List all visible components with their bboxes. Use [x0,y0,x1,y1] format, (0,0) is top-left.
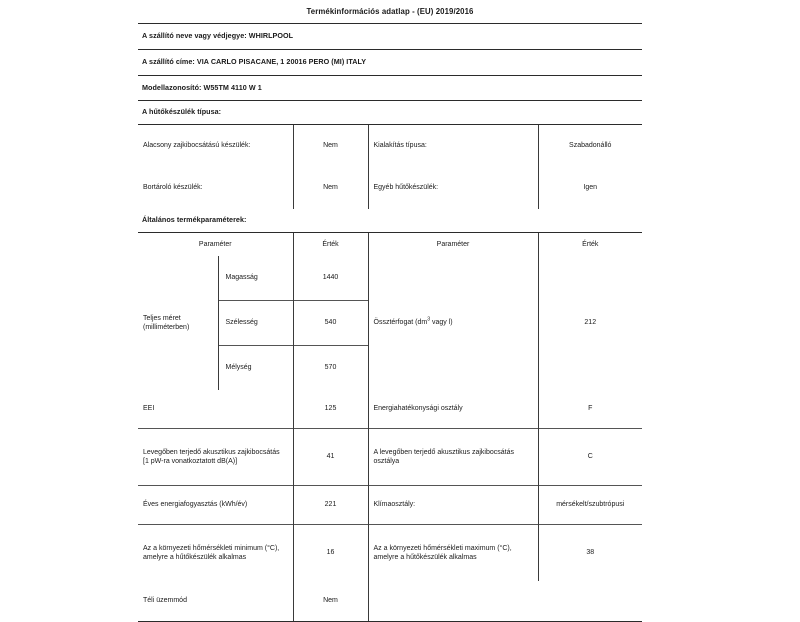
low-noise-appliance-label: Alacsony zajkibocsátású készülék: [138,124,293,167]
annual-energy-consumption-value: 221 [293,485,368,524]
table-row [138,167,642,209]
other-refrigerating-appliance-value: Igen [538,167,642,209]
climate-class-label: Klímaosztály: [368,485,538,524]
total-volume-label-prefix: Össztérfogat (dm [373,319,428,327]
table-row [138,485,642,524]
design-type-label: Kialakítás típusa: [368,124,538,167]
airborne-acoustical-noise-emission-class-label: A levegőben terjedő akusztikus zajkibocsátás osztálya [368,428,538,485]
winter-setting-right-empty-label [368,581,538,622]
airborne-acoustical-noise-emission-class-value: C [538,428,642,485]
dimension-depth-value: 570 [293,345,368,390]
supplier-name-row: A szállító neve vagy védjegye: WHIRLPOOL [138,23,642,49]
dimension-width-value: 540 [293,300,368,345]
design-type-value: Szabadonálló [538,124,642,167]
table-row [138,124,642,167]
total-volume-value: 212 [538,256,642,390]
overall-dimensions-label-line1: Teljes méret [143,314,181,322]
maximum-ambient-temperature-label: Az a környezeti hőmérsékleti maximum (°C), amelyre a hűtőkészülék alkalmas [368,524,538,581]
table-row [138,524,642,581]
other-refrigerating-appliance-label: Egyéb hűtőkészülék: [368,167,538,209]
wine-storage-appliance-label: Bortároló készülék: [143,184,203,192]
minimum-ambient-temperature-label: Az a környezeti hőmérsékleti minimum (°C), amelyre a hűtőkészülék alkalmas [138,524,293,581]
general-parameters-section-label: Általános termékparaméterek: [142,214,247,224]
column-header-value-left: Érték [293,232,368,256]
appliance-type-table [138,124,642,209]
winter-setting-value: Nem [293,581,368,622]
dimension-depth-label: Mélység [218,345,293,390]
maximum-ambient-temperature-value: 38 [538,524,642,581]
table-row [138,428,642,485]
appliance-type-section-label: A hűtőkészülék típusa: [142,107,222,117]
winter-setting-right-empty-value [538,581,642,622]
overall-dimensions-label-line2: (milliméterben) [143,323,190,331]
general-parameters-table [138,232,642,622]
dimension-height-value: 1440 [293,256,368,301]
energy-efficiency-class-value: F [538,390,642,429]
supplier-address-row: A szállító címe: VIA CARLO PISACANE, 1 20016 PERO (MI) ITALY [138,49,642,75]
minimum-ambient-temperature-value: 16 [293,524,368,581]
airborne-acoustical-noise-emissions-value: 41 [293,428,368,485]
eei-label: EEI [143,405,155,413]
eei-value: 125 [293,390,368,429]
dimension-height-label: Magasság [218,256,293,301]
annual-energy-consumption-label: Éves energiafogyasztás (kWh/év) [138,485,293,524]
energy-efficiency-class-label: Energiahatékonysági osztály [368,390,538,429]
dimension-width-label: Szélesség [218,300,293,345]
document-body [138,0,642,622]
column-header-value-right: Érték [538,232,642,256]
page-title: Termékinformációs adatlap - (EU) 2019/2016 [306,7,474,16]
table-row [138,390,642,429]
total-volume-label-superscript: 3 [427,316,431,323]
total-volume-label [368,256,538,390]
wine-storage-appliance-value: Nem [293,167,368,209]
table-header-row [138,232,642,256]
winter-setting-label: Téli üzemmód [138,581,293,622]
table-row [138,256,642,301]
model-identifier-row: Modellazonosító: W55TM 4110 W 1 [138,75,642,102]
table-row [138,581,642,622]
column-header-parameter-left: Paraméter [138,232,293,256]
airborne-acoustical-noise-emissions-label: Levegőben terjedő akusztikus zajkibocsátás [1 pW-ra vonatkoztatott dB(A)] [138,428,293,485]
climate-class-value: mérsékelt/szubtrópusi [538,485,642,524]
low-noise-appliance-value: Nem [293,124,368,167]
column-header-parameter-right: Paraméter [368,232,538,256]
total-volume-label-suffix: vagy l) [430,319,453,327]
overall-dimensions-group-label [138,256,218,390]
